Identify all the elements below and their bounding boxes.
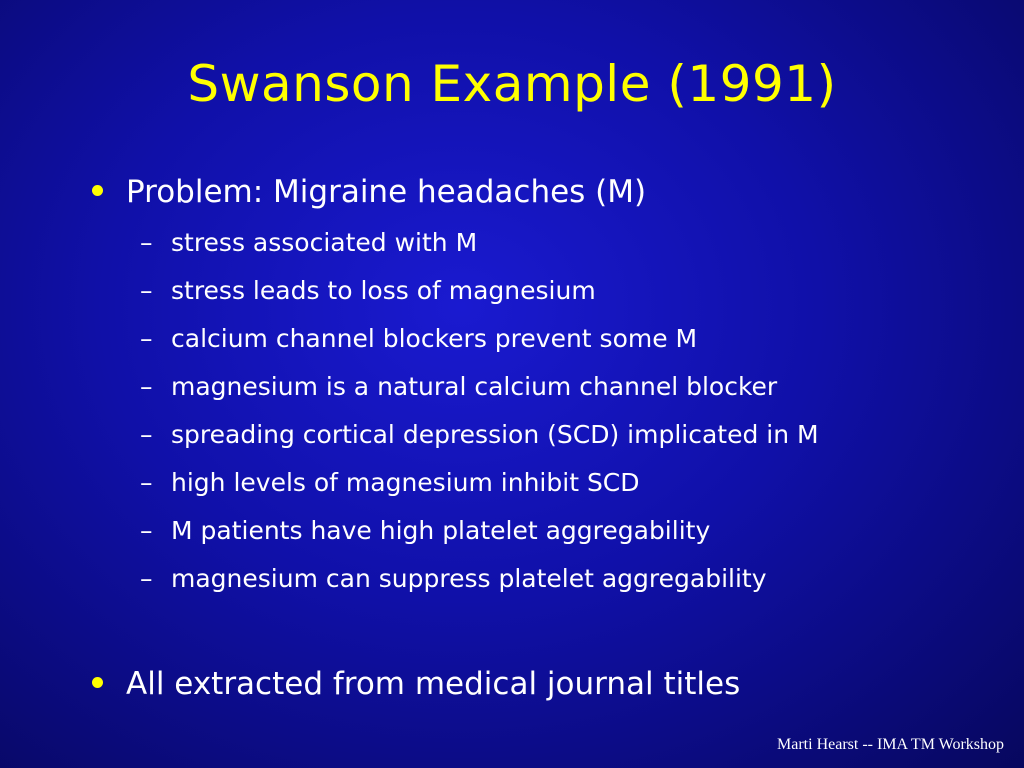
bullet-text: All extracted from medical journal titles: [126, 666, 741, 702]
dash-icon: –: [140, 372, 153, 401]
sub-bullet-item: [140, 466, 940, 499]
sub-bullet-text: M patients have high platelet aggregability: [171, 516, 711, 545]
dash-icon: –: [140, 228, 153, 257]
sub-bullet-item: [140, 370, 940, 403]
sub-bullet-text: magnesium can suppress platelet aggregability: [171, 564, 767, 593]
sub-bullet-list: [140, 226, 940, 610]
sub-bullet-item: [140, 226, 940, 259]
bullet-dot-icon: [92, 185, 103, 196]
sub-bullet-item: [140, 562, 940, 595]
sub-bullet-text: magnesium is a natural calcium channel blocker: [171, 372, 778, 401]
sub-bullet-text: stress leads to loss of magnesium: [171, 276, 596, 305]
sub-bullet-item: [140, 418, 940, 451]
sub-bullet-item: [140, 322, 940, 355]
sub-bullet-text: high levels of magnesium inhibit SCD: [171, 468, 640, 497]
slide-title: Swanson Example (1991): [187, 55, 837, 113]
sub-bullet-text: spreading cortical depression (SCD) implicated in M: [171, 420, 819, 449]
sub-bullet-item: [140, 514, 940, 547]
dash-icon: –: [140, 324, 153, 353]
dash-icon: –: [140, 564, 153, 593]
sub-bullet-text: calcium channel blockers prevent some M: [171, 324, 698, 353]
slide-footer: Marti Hearst -- IMA TM Workshop: [777, 736, 1004, 753]
bullet-item: [92, 664, 740, 704]
bullet-dot-icon: [92, 677, 103, 688]
dash-icon: –: [140, 420, 153, 449]
dash-icon: –: [140, 516, 153, 545]
bullet-item: [92, 172, 646, 212]
sub-bullet-item: [140, 274, 940, 307]
dash-icon: –: [140, 468, 153, 497]
sub-bullet-text: stress associated with M: [171, 228, 478, 257]
dash-icon: –: [140, 276, 153, 305]
bullet-text: Problem: Migraine headaches (M): [126, 174, 647, 210]
